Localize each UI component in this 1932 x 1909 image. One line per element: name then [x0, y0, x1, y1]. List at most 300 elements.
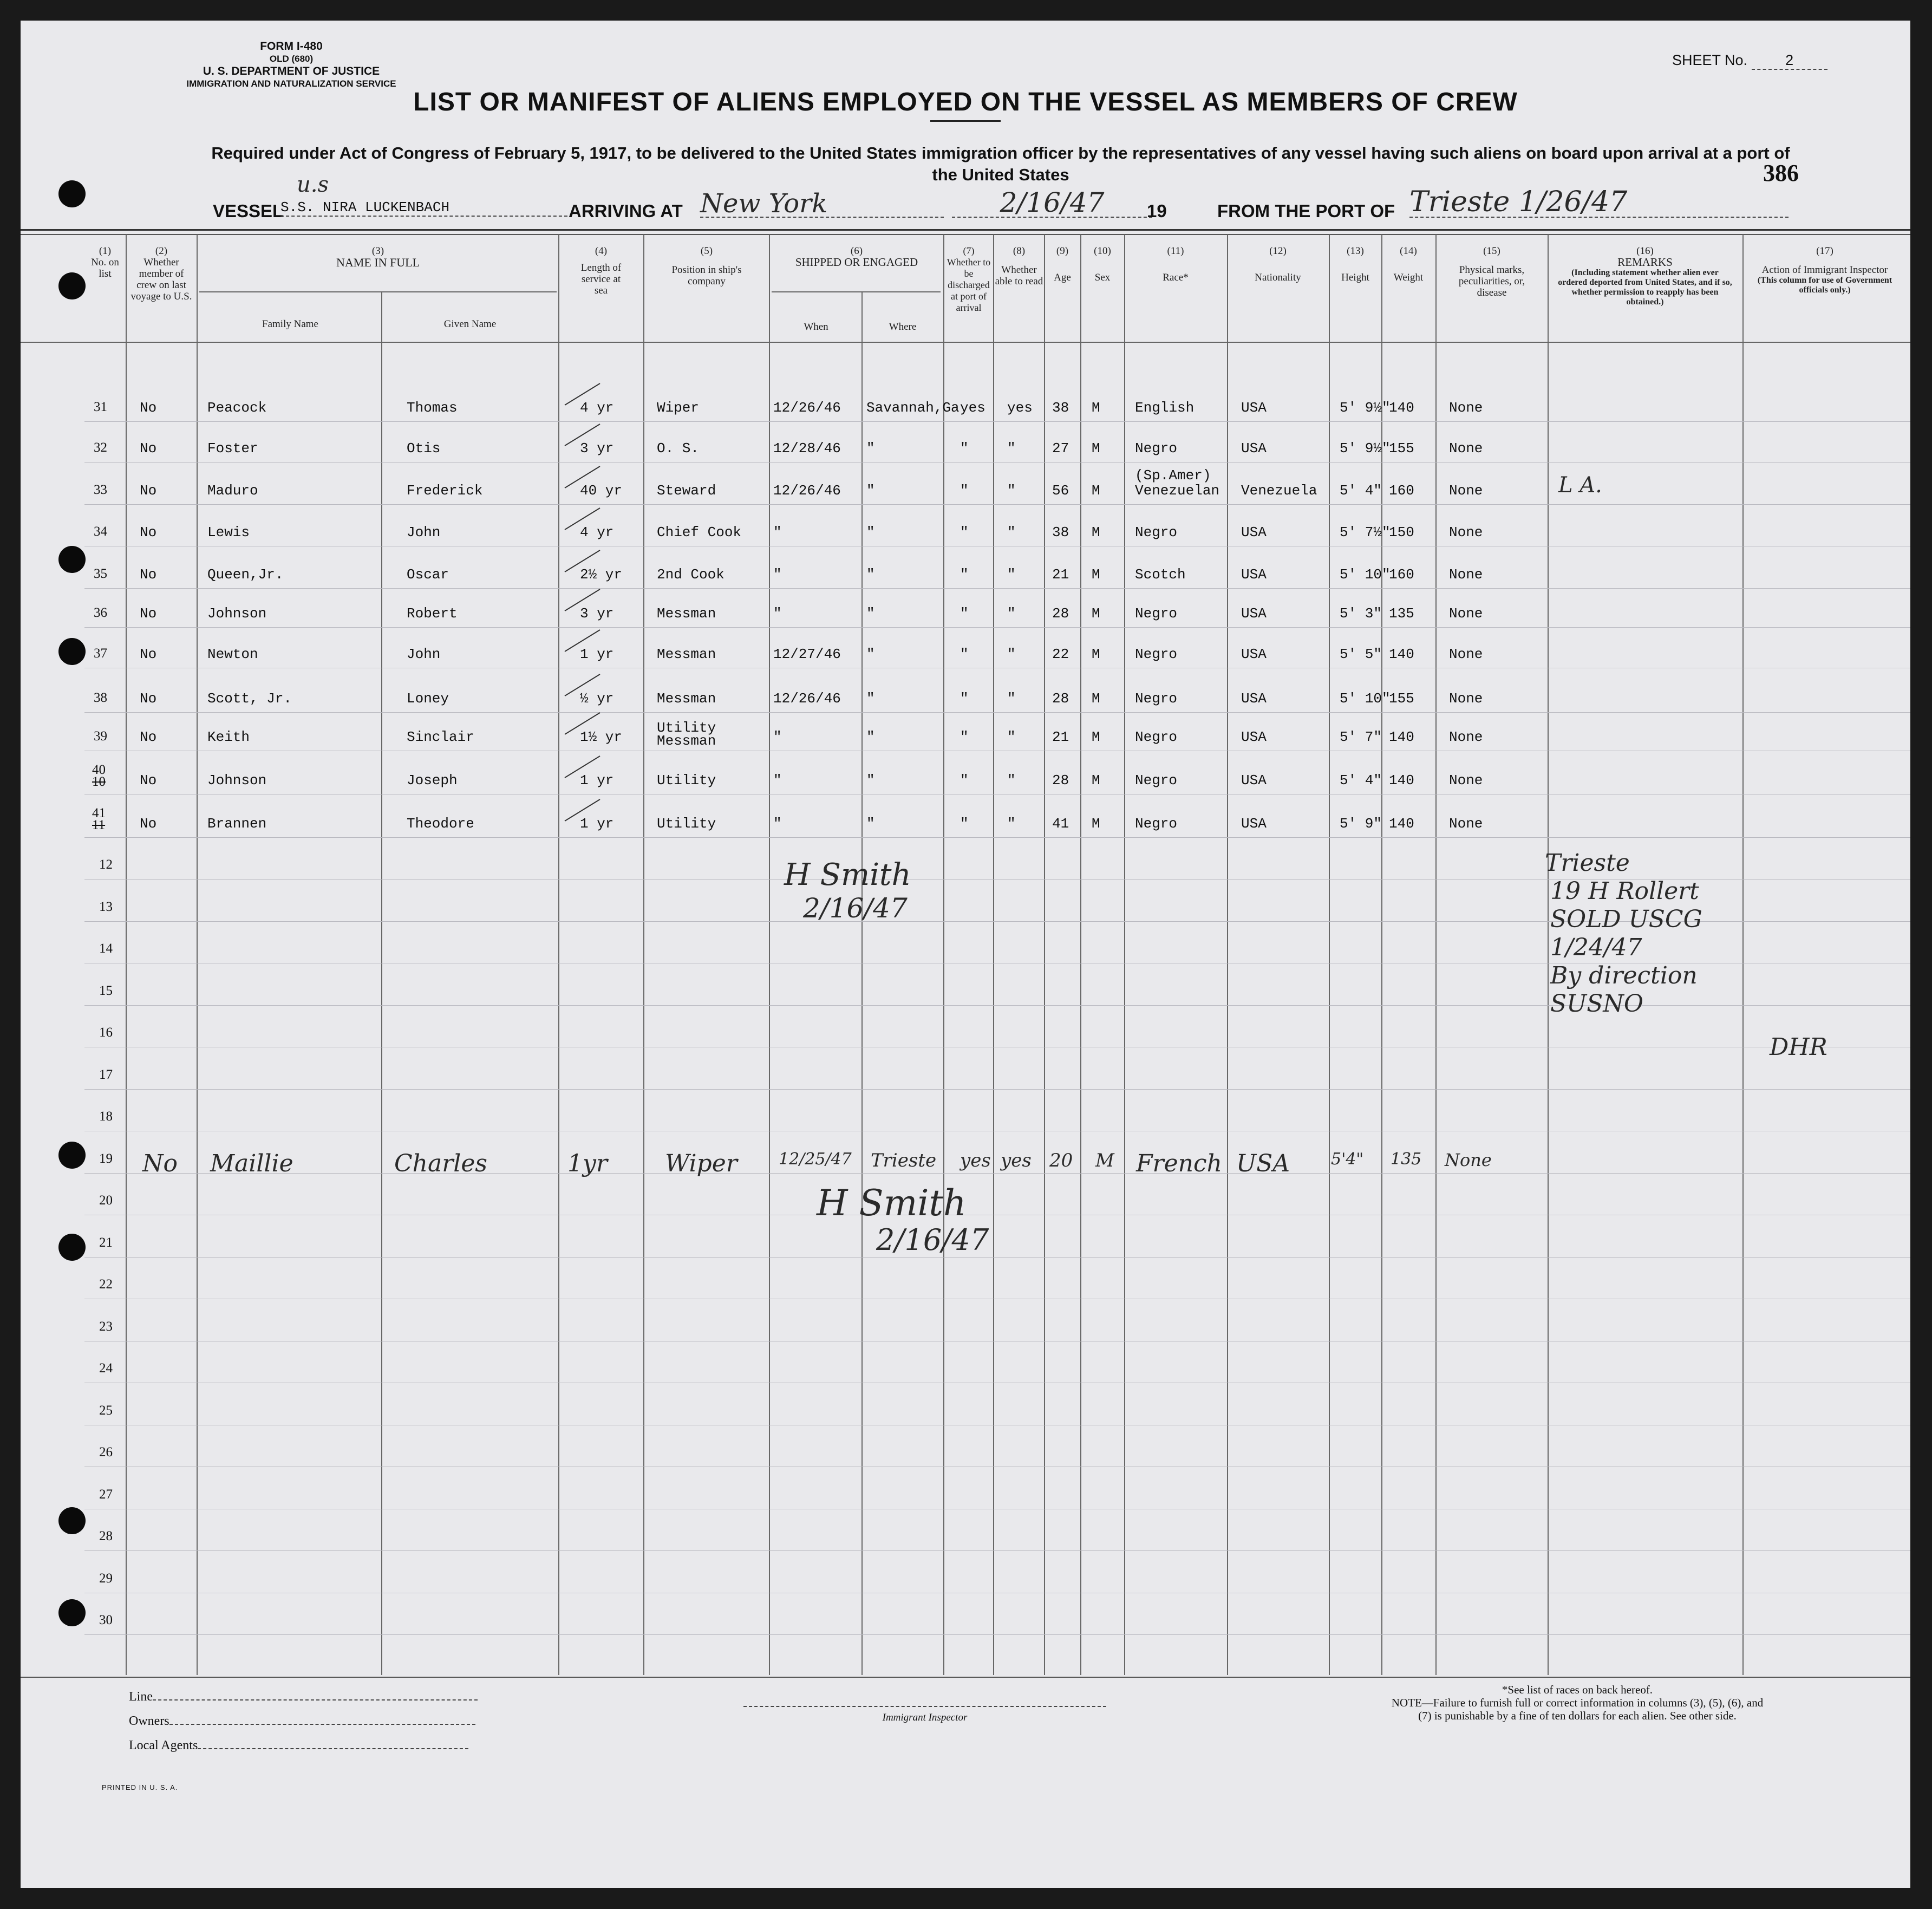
cell-age: 28 — [1052, 605, 1069, 622]
cell-crew: No — [140, 772, 157, 789]
cell-read: " — [1007, 566, 1016, 583]
cell-read: " — [1007, 772, 1016, 789]
row-number: 18 — [99, 1109, 113, 1124]
hand-cell-sex: M — [1095, 1150, 1114, 1171]
col9-header: (9) Age — [1054, 245, 1071, 283]
when-header: When — [804, 321, 828, 333]
row-number: 28 — [99, 1529, 113, 1543]
cell-sex: M — [1092, 400, 1100, 416]
signature-date: 2/16/47 — [803, 892, 908, 924]
cell-read: " — [1007, 816, 1016, 832]
cell-marks: None — [1449, 816, 1483, 832]
page-number: 386 — [1763, 160, 1799, 186]
from-port-label: FROM THE PORT OF — [1217, 201, 1395, 221]
family-name-header: Family Name — [262, 318, 318, 330]
punch-hole — [58, 638, 86, 665]
column-divider — [1435, 234, 1437, 1675]
cell-crew: No — [140, 440, 157, 457]
vessel-prefix: u.s — [297, 172, 329, 197]
row-number: 22 — [99, 1277, 113, 1292]
cell-crew: No — [140, 524, 157, 540]
cell-weight: 140 — [1389, 772, 1414, 789]
cell-marks: None — [1449, 400, 1483, 416]
sheet-number-field — [1672, 52, 1827, 70]
cell-weight: 140 — [1389, 646, 1414, 662]
cell-nationality: USA — [1241, 524, 1267, 540]
cell-family: Scott, Jr. — [207, 690, 292, 707]
remark-line: Trieste — [1545, 849, 1630, 877]
column-divider — [126, 234, 127, 1675]
cell-read: " — [1007, 440, 1016, 457]
arriving-port: New York — [700, 191, 944, 218]
cell-race: Negro — [1135, 524, 1178, 540]
cell-when: " — [773, 524, 782, 540]
cell-when: 12/28/46 — [773, 440, 841, 457]
col7-header: (7) Whether to be discharged at port of arrival — [947, 245, 991, 313]
manifest-sheet — [21, 21, 1910, 1888]
cell-marks: None — [1449, 566, 1483, 583]
cell-nationality: USA — [1241, 400, 1267, 416]
remark-line: 19 H Rollert — [1550, 877, 1699, 905]
cell-position: O. S. — [657, 440, 700, 457]
row-rule — [84, 421, 1910, 422]
row-number: 12 — [99, 857, 113, 872]
row-rule — [84, 1257, 1910, 1258]
cell-marks: None — [1449, 772, 1483, 789]
cell-age: 27 — [1052, 440, 1069, 457]
column-divider — [1742, 234, 1744, 1675]
hand-cell-nationality: USA — [1236, 1150, 1290, 1177]
cell-race-note: (Sp.Amer) — [1135, 467, 1211, 484]
row-rule — [84, 712, 1910, 713]
cell-position: 2nd Cook — [657, 566, 724, 583]
hand-cell-given: Charles — [394, 1150, 487, 1177]
remark-line: SUSNO — [1550, 990, 1643, 1018]
col15-header: (15) Physical marks, peculiarities, or, disease — [1458, 245, 1525, 298]
cell-given: Robert — [407, 605, 458, 622]
cell-discharged: " — [960, 772, 969, 789]
cell-race: Scotch — [1135, 566, 1186, 583]
row-rule — [84, 1173, 1910, 1174]
hand-cell-race: French — [1136, 1150, 1222, 1177]
inspector-label: Immigrant Inspector — [882, 1712, 968, 1723]
cell-where: " — [866, 524, 875, 540]
punch-hole — [58, 272, 86, 299]
cell-age: 56 — [1052, 483, 1069, 499]
punch-hole — [58, 1142, 86, 1169]
col4-header: (4) Length of service at sea — [580, 245, 622, 296]
cell-position: Utility — [657, 816, 716, 832]
column-divider — [197, 234, 198, 1675]
inspector-signature: H Smith — [784, 857, 911, 892]
cell-weight: 140 — [1389, 400, 1414, 416]
col2-header: (2) Whether member of crew on last voyage to U.S. — [130, 245, 192, 302]
service-name: IMMIGRATION AND NATURALIZATION SERVICE — [186, 79, 396, 89]
cell-sex: M — [1092, 566, 1100, 583]
column-divider — [381, 291, 382, 1675]
hand-cell-marks: None — [1445, 1150, 1492, 1170]
cell-given: John — [407, 646, 441, 662]
row-number: 34 — [94, 524, 107, 539]
punch-hole — [58, 1599, 86, 1626]
col8-header: (8) Whether able to read — [995, 245, 1043, 287]
cell-service: 2½ yr — [580, 566, 623, 583]
row-number: 32 — [94, 440, 107, 455]
local-agents-field: Local Agents — [129, 1738, 497, 1753]
cell-age: 28 — [1052, 772, 1069, 789]
cell-marks: None — [1449, 646, 1483, 662]
col5-header: (5) Position in ship's company — [671, 245, 742, 287]
cell-height: 5' 9½" — [1340, 440, 1391, 457]
cell-position: Messman — [657, 646, 716, 662]
row-rule — [84, 837, 1910, 838]
row-number: 15 — [99, 983, 113, 998]
form-number: FORM I-480 — [260, 40, 323, 53]
printed-in: PRINTED IN U. S. A. — [102, 1783, 178, 1791]
hand-cell-read: yes — [1001, 1150, 1032, 1171]
row-number: 14 — [99, 941, 113, 956]
cell-sex: M — [1092, 524, 1100, 540]
cell-discharged: " — [960, 440, 969, 457]
hand-cell-service: 1yr — [567, 1150, 608, 1177]
cell-when: 12/27/46 — [773, 646, 841, 662]
cell-given: Thomas — [407, 400, 458, 416]
cell-position: Messman — [657, 690, 716, 707]
row-number: 29 — [99, 1571, 113, 1586]
cell-remark: L A. — [1558, 473, 1602, 498]
cell-height: 5' 9" — [1340, 816, 1382, 832]
cell-nationality: USA — [1241, 690, 1267, 707]
punch-hole — [58, 180, 86, 207]
row-number: 37 — [94, 646, 107, 661]
cell-where: " — [866, 772, 875, 789]
cell-position: Utility Messman — [657, 720, 716, 749]
signature-date: 2/16/47 — [876, 1223, 989, 1257]
cell-crew: No — [140, 605, 157, 622]
remark-line: SOLD USCG — [1550, 905, 1702, 933]
row-number: 25 — [99, 1403, 113, 1418]
cell-age: 41 — [1052, 816, 1069, 832]
cell-family: Johnson — [207, 605, 267, 622]
owners-field: Owners — [129, 1714, 497, 1729]
cell-nationality: USA — [1241, 605, 1267, 622]
cell-age: 22 — [1052, 646, 1069, 662]
cell-position: Steward — [657, 483, 716, 499]
punch-hole — [58, 546, 86, 573]
cell-discharged: " — [960, 816, 969, 832]
cell-discharged: " — [960, 646, 969, 662]
cell-when: 12/26/46 — [773, 690, 841, 707]
cell-crew: No — [140, 566, 157, 583]
cell-nationality: USA — [1241, 440, 1267, 457]
from-port: Trieste 1/26/47 — [1409, 187, 1789, 218]
cell-age: 38 — [1052, 524, 1069, 540]
column-divider — [1227, 234, 1228, 1675]
row-number: 36 — [94, 605, 107, 620]
col12-header: (12) Nationality — [1255, 245, 1301, 283]
cell-height: 5' 5" — [1340, 646, 1382, 662]
cell-where: " — [866, 605, 875, 622]
hand-cell-position: Wiper — [665, 1150, 737, 1177]
cell-when: " — [773, 605, 782, 622]
column-divider — [993, 234, 994, 1675]
cell-position: Chief Cook — [657, 524, 742, 540]
cell-discharged: " — [960, 483, 969, 499]
cell-family: Queen,Jr. — [207, 566, 284, 583]
cell-when: 12/26/46 — [773, 483, 841, 499]
col11-header: (11) Race* — [1163, 245, 1189, 283]
cell-weight: 140 — [1389, 816, 1414, 832]
cell-where: " — [866, 729, 875, 745]
cell-sex: M — [1092, 646, 1100, 662]
cell-sex: M — [1092, 440, 1100, 457]
cell-when: " — [773, 729, 782, 745]
cell-given: Theodore — [407, 816, 474, 832]
cell-when: " — [773, 566, 782, 583]
cell-age: 38 — [1052, 400, 1069, 416]
cell-weight: 155 — [1389, 440, 1414, 457]
row-number: 41 — [92, 806, 106, 820]
cell-service: 1 yr — [580, 772, 614, 789]
col13-header: (13) Height — [1341, 245, 1369, 283]
row-number: 39 — [94, 729, 107, 744]
initials: DHR — [1770, 1033, 1827, 1061]
cell-marks: None — [1449, 483, 1483, 499]
cell-marks: None — [1449, 440, 1483, 457]
cell-race: Negro — [1135, 690, 1178, 707]
vessel-name: S.S. NIRA LUCKENBACH — [280, 199, 567, 217]
cell-weight: 135 — [1389, 605, 1414, 622]
row-rule — [84, 1550, 1910, 1551]
footer-note: *See list of races on back hereof. NOTE—Failure to furnish full or correct information in columns (3), (5), (6), and (7) is punishable by a fine of ten dollars for each alien. See other side. — [1391, 1683, 1764, 1722]
cell-service: 3 yr — [580, 440, 614, 457]
row-number: 19 — [99, 1151, 113, 1166]
cell-given: John — [407, 524, 441, 540]
arrival-date: 2/16/47 — [952, 188, 1152, 218]
cell-discharged: " — [960, 690, 969, 707]
remarks-annotation — [1545, 849, 1702, 1018]
cell-family: Brannen — [207, 816, 267, 832]
cell-service: 40 yr — [580, 483, 623, 499]
cell-marks: None — [1449, 729, 1483, 745]
form-identifier — [151, 40, 432, 90]
row-number: 31 — [94, 400, 107, 414]
cell-nationality: USA — [1241, 816, 1267, 832]
shipped-group-rule — [772, 291, 941, 292]
row-number-struck: 11 — [92, 818, 106, 832]
cell-position: Messman — [657, 605, 716, 622]
cell-height: 5' 4" — [1340, 772, 1382, 789]
title-rule — [930, 120, 1001, 122]
cell-sex: M — [1092, 816, 1100, 832]
cell-position: Utility — [657, 772, 716, 789]
cell-given: Loney — [407, 690, 449, 707]
column-divider — [1044, 234, 1045, 1675]
cell-where: Savannah,Ga — [866, 400, 960, 416]
line-field: Line — [129, 1690, 497, 1704]
given-name-header: Given Name — [443, 318, 497, 330]
column-divider — [943, 234, 944, 1675]
row-rule — [84, 1634, 1910, 1635]
vessel-label: VESSEL — [213, 201, 284, 221]
col10-header: (10) Sex — [1094, 245, 1111, 283]
cell-given: Joseph — [407, 772, 458, 789]
cell-where: " — [866, 690, 875, 707]
hand-cell-age: 20 — [1049, 1150, 1073, 1171]
cell-read: " — [1007, 524, 1016, 540]
cell-discharged: " — [960, 566, 969, 583]
column-divider — [1124, 234, 1125, 1675]
cell-age: 21 — [1052, 566, 1069, 583]
cell-family: Newton — [207, 646, 258, 662]
hand-cell-family: Maillie — [210, 1150, 293, 1177]
col3-header: (3) NAME IN FULL — [336, 245, 420, 269]
row-number: 16 — [99, 1025, 113, 1040]
manifest-title: LIST OR MANIFEST OF ALIENS EMPLOYED ON THE VESSEL AS MEMBERS OF CREW — [413, 88, 1518, 116]
cell-discharged: " — [960, 729, 969, 745]
row-number: 17 — [99, 1067, 113, 1082]
cell-weight: 160 — [1389, 483, 1414, 499]
cell-service: 1½ yr — [580, 729, 623, 745]
punch-hole — [58, 1234, 86, 1261]
cell-family: Johnson — [207, 772, 267, 789]
cell-read: " — [1007, 690, 1016, 707]
cell-height: 5' 9½" — [1340, 400, 1391, 416]
cell-discharged: " — [960, 524, 969, 540]
inspector-signature: H Smith — [817, 1182, 967, 1224]
cell-given: Otis — [407, 440, 441, 457]
row-number: 38 — [94, 690, 107, 705]
hand-cell-height: 5'4" — [1331, 1150, 1364, 1169]
cell-sex: M — [1092, 483, 1100, 499]
cell-where: " — [866, 440, 875, 457]
row-number: 30 — [99, 1613, 113, 1627]
cell-read: " — [1007, 729, 1016, 745]
cell-when: " — [773, 816, 782, 832]
cell-crew: No — [140, 729, 157, 745]
cell-nationality: USA — [1241, 646, 1267, 662]
cell-race: English — [1135, 400, 1195, 416]
cell-where: " — [866, 646, 875, 662]
cell-weight: 160 — [1389, 566, 1414, 583]
cell-service: 1 yr — [580, 816, 614, 832]
header-rule — [21, 234, 1910, 235]
hand-cell-weight: 135 — [1391, 1150, 1422, 1169]
col17-header: (17) Action of Immigrant Inspector (This column for use of Government officials only.) — [1757, 245, 1892, 295]
cell-height: 5' 7" — [1340, 729, 1382, 745]
cell-where: " — [866, 816, 875, 832]
cell-race: Negro — [1135, 816, 1178, 832]
cell-sex: M — [1092, 772, 1100, 789]
row-number: 13 — [99, 900, 113, 914]
name-group-rule — [199, 291, 557, 292]
col6-header: (6) SHIPPED OR ENGAGED — [795, 245, 918, 269]
cell-race: Negro — [1135, 605, 1178, 622]
hand-cell-where: Trieste — [871, 1150, 937, 1171]
cell-race: Negro — [1135, 729, 1178, 745]
cell-where: " — [866, 483, 875, 499]
cell-position: Wiper — [657, 400, 700, 416]
cell-read: " — [1007, 646, 1016, 662]
cell-when: 12/26/46 — [773, 400, 841, 416]
cell-given: Frederick — [407, 483, 483, 499]
cell-service: 4 yr — [580, 524, 614, 540]
cell-family: Keith — [207, 729, 250, 745]
cell-height: 5' 10" — [1340, 566, 1391, 583]
cell-service: 4 yr — [580, 400, 614, 416]
hand-cell-crew: No — [142, 1150, 178, 1177]
cell-read: " — [1007, 483, 1016, 499]
column-divider — [1080, 234, 1081, 1675]
cell-family: Foster — [207, 440, 258, 457]
row-rule — [84, 504, 1910, 505]
column-divider — [769, 234, 770, 1675]
col1-header: (1) No. on list — [91, 245, 119, 279]
cell-crew: No — [140, 690, 157, 707]
cell-service: 3 yr — [580, 605, 614, 622]
cell-read: " — [1007, 605, 1016, 622]
cell-nationality: USA — [1241, 729, 1267, 745]
cell-weight: 150 — [1389, 524, 1414, 540]
row-number: 26 — [99, 1445, 113, 1460]
cell-weight: 140 — [1389, 729, 1414, 745]
row-number: 20 — [99, 1193, 113, 1208]
row-number: 33 — [94, 483, 107, 497]
cell-family: Peacock — [207, 400, 267, 416]
hand-cell-discharged: yes — [960, 1150, 991, 1171]
punch-hole — [58, 1507, 86, 1534]
col14-header: (14) Weight — [1393, 245, 1424, 283]
cell-sex: M — [1092, 605, 1100, 622]
cell-race: Venezuelan — [1135, 483, 1220, 499]
where-header: Where — [889, 321, 917, 333]
cell-height: 5' 4" — [1340, 483, 1382, 499]
cell-marks: None — [1449, 524, 1483, 540]
cell-service: ½ yr — [580, 690, 614, 707]
row-number: 21 — [99, 1235, 113, 1250]
cell-read: yes — [1007, 400, 1033, 416]
cell-height: 5' 10" — [1340, 690, 1391, 707]
row-number: 24 — [99, 1361, 113, 1376]
row-number: 27 — [99, 1487, 113, 1502]
cell-race: Negro — [1135, 440, 1178, 457]
cell-service: 1 yr — [580, 646, 614, 662]
year-label: 19 — [1147, 201, 1167, 221]
cell-race: Negro — [1135, 646, 1178, 662]
cell-given: Oscar — [407, 566, 449, 583]
cell-marks: None — [1449, 605, 1483, 622]
cell-nationality: USA — [1241, 772, 1267, 789]
cell-sex: M — [1092, 729, 1100, 745]
form-old: OLD (680) — [269, 54, 314, 64]
sheet-number: 2 — [1752, 52, 1827, 70]
arriving-label: ARRIVING AT — [569, 201, 683, 221]
remark-line: 1/24/47 — [1550, 934, 1642, 961]
cell-when: " — [773, 772, 782, 789]
header-rule — [21, 229, 1910, 231]
column-divider — [558, 234, 559, 1675]
cell-family: Maduro — [207, 483, 258, 499]
row-number: 40 — [92, 763, 106, 777]
cell-height: 5' 3" — [1340, 605, 1382, 622]
inspector-signature-line — [743, 1706, 1106, 1707]
cell-family: Lewis — [207, 524, 250, 540]
row-rule — [84, 627, 1910, 628]
column-divider — [643, 234, 644, 1675]
cell-age: 21 — [1052, 729, 1069, 745]
cell-sex: M — [1092, 690, 1100, 707]
col16-header: (16) REMARKS (Including statement whether alien ever ordered deported from United States, and if so, whether permission to reapply has been obtained.) — [1558, 245, 1732, 307]
